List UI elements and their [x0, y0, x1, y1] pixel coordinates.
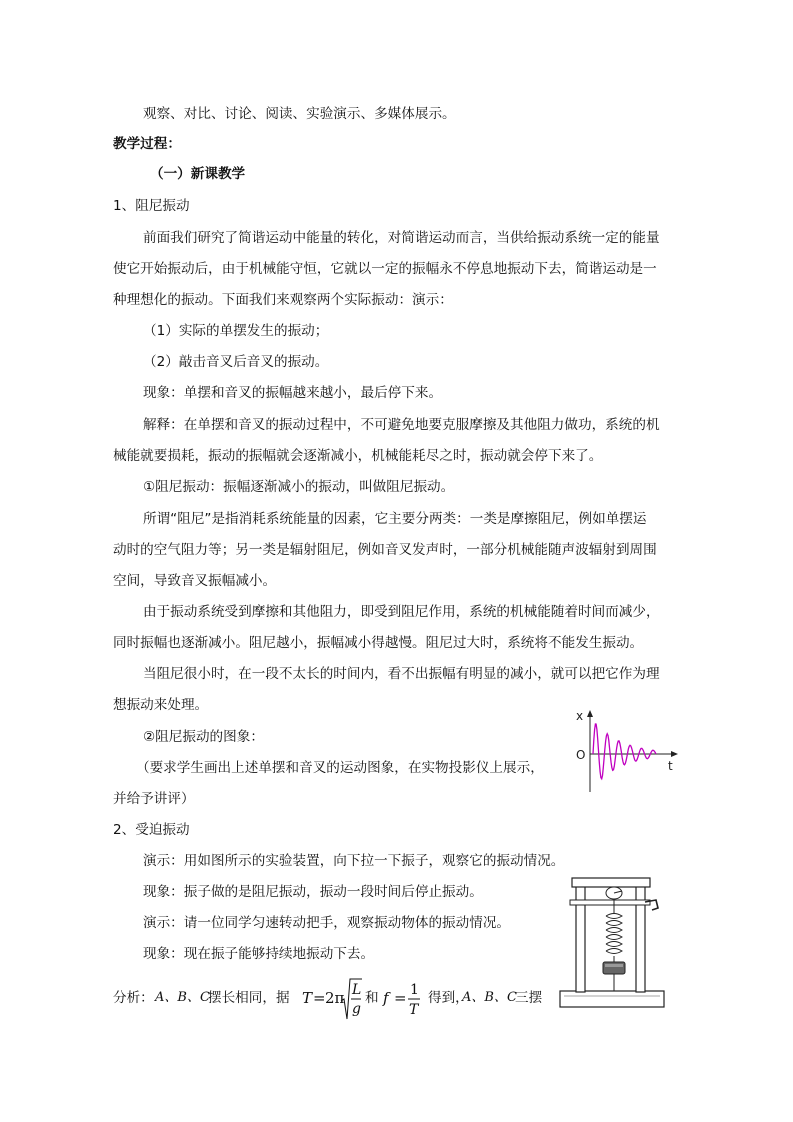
phenomenon-b: 现象：现在振子能够持续地振动下去。: [143, 946, 375, 962]
definition-damped: ①阻尼振动：振幅逐渐减小的振动，叫做阻尼振动。: [143, 479, 455, 495]
formula2-den: T: [409, 1002, 419, 1018]
formula1-eq: =: [313, 989, 326, 1007]
forced-vibration-title: 2、受迫振动: [113, 822, 190, 838]
got-text: 得到，: [428, 990, 469, 1006]
demo-item-1: （1）实际的单摆发生的振动；: [143, 323, 329, 339]
para1-line1: 前面我们研究了简谐运动中能量的转化，对简谐运动而言，当供给振动系统一定的能量: [143, 230, 660, 246]
cross-bar: [570, 900, 650, 905]
explanation-line2: 械能就要损耗，振动的振幅就会逐渐减小，机械能耗尽之时，振动就会停下来了。: [113, 448, 603, 464]
para4-line2: 想振动来处理。: [113, 697, 209, 713]
formula2-num: 1: [410, 982, 419, 998]
damped-curve: [593, 724, 656, 779]
process-heading: 教学过程：: [113, 136, 181, 152]
para4-line1: 当阻尼很小时，在一段不太长的时间内，看不出振幅有明显的减小，就可以把它作为理: [143, 666, 660, 682]
left-post: [576, 880, 585, 992]
pendulum-vars: A、B、C: [155, 990, 210, 1005]
damped-vibration-title: 1、阻尼振动: [113, 198, 190, 214]
frequency-formula: [382, 975, 428, 1023]
para2-line3: 空间，导致音叉振幅减小。: [113, 573, 277, 589]
formula1-coef: 2π: [325, 989, 345, 1007]
para1-line2: 使它开始振动后，由于机械能守恒，它就以一定的振幅永不停息地振动下去，简谐运动是一: [113, 261, 657, 277]
formula2-lhs: f: [383, 989, 389, 1007]
three-pendulums-text: 三摆: [515, 990, 543, 1006]
origin-label: O: [576, 748, 586, 762]
damped-oscillation-graph: [566, 704, 684, 796]
pendulum-vars-2: A、B、C: [462, 990, 517, 1005]
demo-a: 演示：用如图所示的实验装置，向下拉一下振子，观察它的振动情况。: [143, 853, 565, 869]
explanation-line1: 解释：在单摆和音叉的振动过程中，不可避免地要克服摩擦及其他阻力做功，系统的机: [143, 417, 660, 433]
spring: [606, 914, 622, 954]
graph-requirement-line2: 并给予讲评）: [113, 791, 195, 807]
teaching-methods: 观察、对比、讨论、阅读、实验演示、多媒体展示。: [143, 106, 456, 122]
apparatus-base: [560, 991, 664, 1007]
and-text: 和: [365, 990, 379, 1006]
para1-line3: 种理想化的振动。下面我们来观察两个实际振动：演示：: [113, 292, 453, 308]
right-post: [636, 880, 645, 992]
para3-line1: 由于振动系统受到摩擦和其他阻力，即受到阻尼作用，系统的机械能随着时间而减少，: [143, 604, 660, 620]
forced-vibration-apparatus: [556, 870, 668, 1012]
demo-b: 演示：请一位同学匀速转动把手，观察振动物体的振动情况。: [143, 915, 511, 931]
formula2-eq: =: [394, 989, 407, 1007]
oscillator-mass: [603, 962, 625, 974]
x-axis-label: t: [668, 759, 673, 773]
section-heading: （一）新课教学: [150, 166, 246, 182]
para2-line1: 所谓“阻尼”是指消耗系统能量的因素，它主要分两类：一类是摩擦阻尼，例如单摆运: [143, 511, 647, 527]
x-axis-arrow: [671, 751, 678, 757]
formula1-lhs: T: [302, 989, 313, 1007]
y-axis-arrow: [587, 710, 593, 717]
para2-line2: 动时的空气阻力等；另一类是辐射阻尼，例如音叉发声时，一部分机械能随声波辐射到周围: [113, 542, 657, 558]
top-beam: [572, 878, 650, 887]
graph-requirement-line1: （要求学生画出上述单摆和音叉的运动图象，在实物投影仪上展示，: [136, 760, 544, 776]
formula1-den: g: [352, 1001, 361, 1017]
demo-item-2: （2）敲击音叉后音叉的振动。: [143, 354, 329, 370]
y-axis-label: x: [576, 709, 584, 723]
phenomenon-a: 现象：振子做的是阻尼振动，振动一段时间后停止振动。: [143, 884, 483, 900]
graph-title: ②阻尼振动的图象：: [143, 729, 264, 745]
period-formula: [301, 975, 363, 1023]
analysis-start: 分析：: [113, 990, 154, 1006]
same-length-text: 摆长相同，据: [208, 990, 290, 1006]
para3-line2: 同时振幅也逐渐减小。阻尼越小，振幅减小得越慢。阻尼过大时，系统将不能发生振动。: [113, 635, 644, 651]
phenomenon-1: 现象：单摆和音叉的振幅越来越小，最后停下来。: [143, 385, 443, 401]
formula1-num: L: [352, 982, 362, 998]
